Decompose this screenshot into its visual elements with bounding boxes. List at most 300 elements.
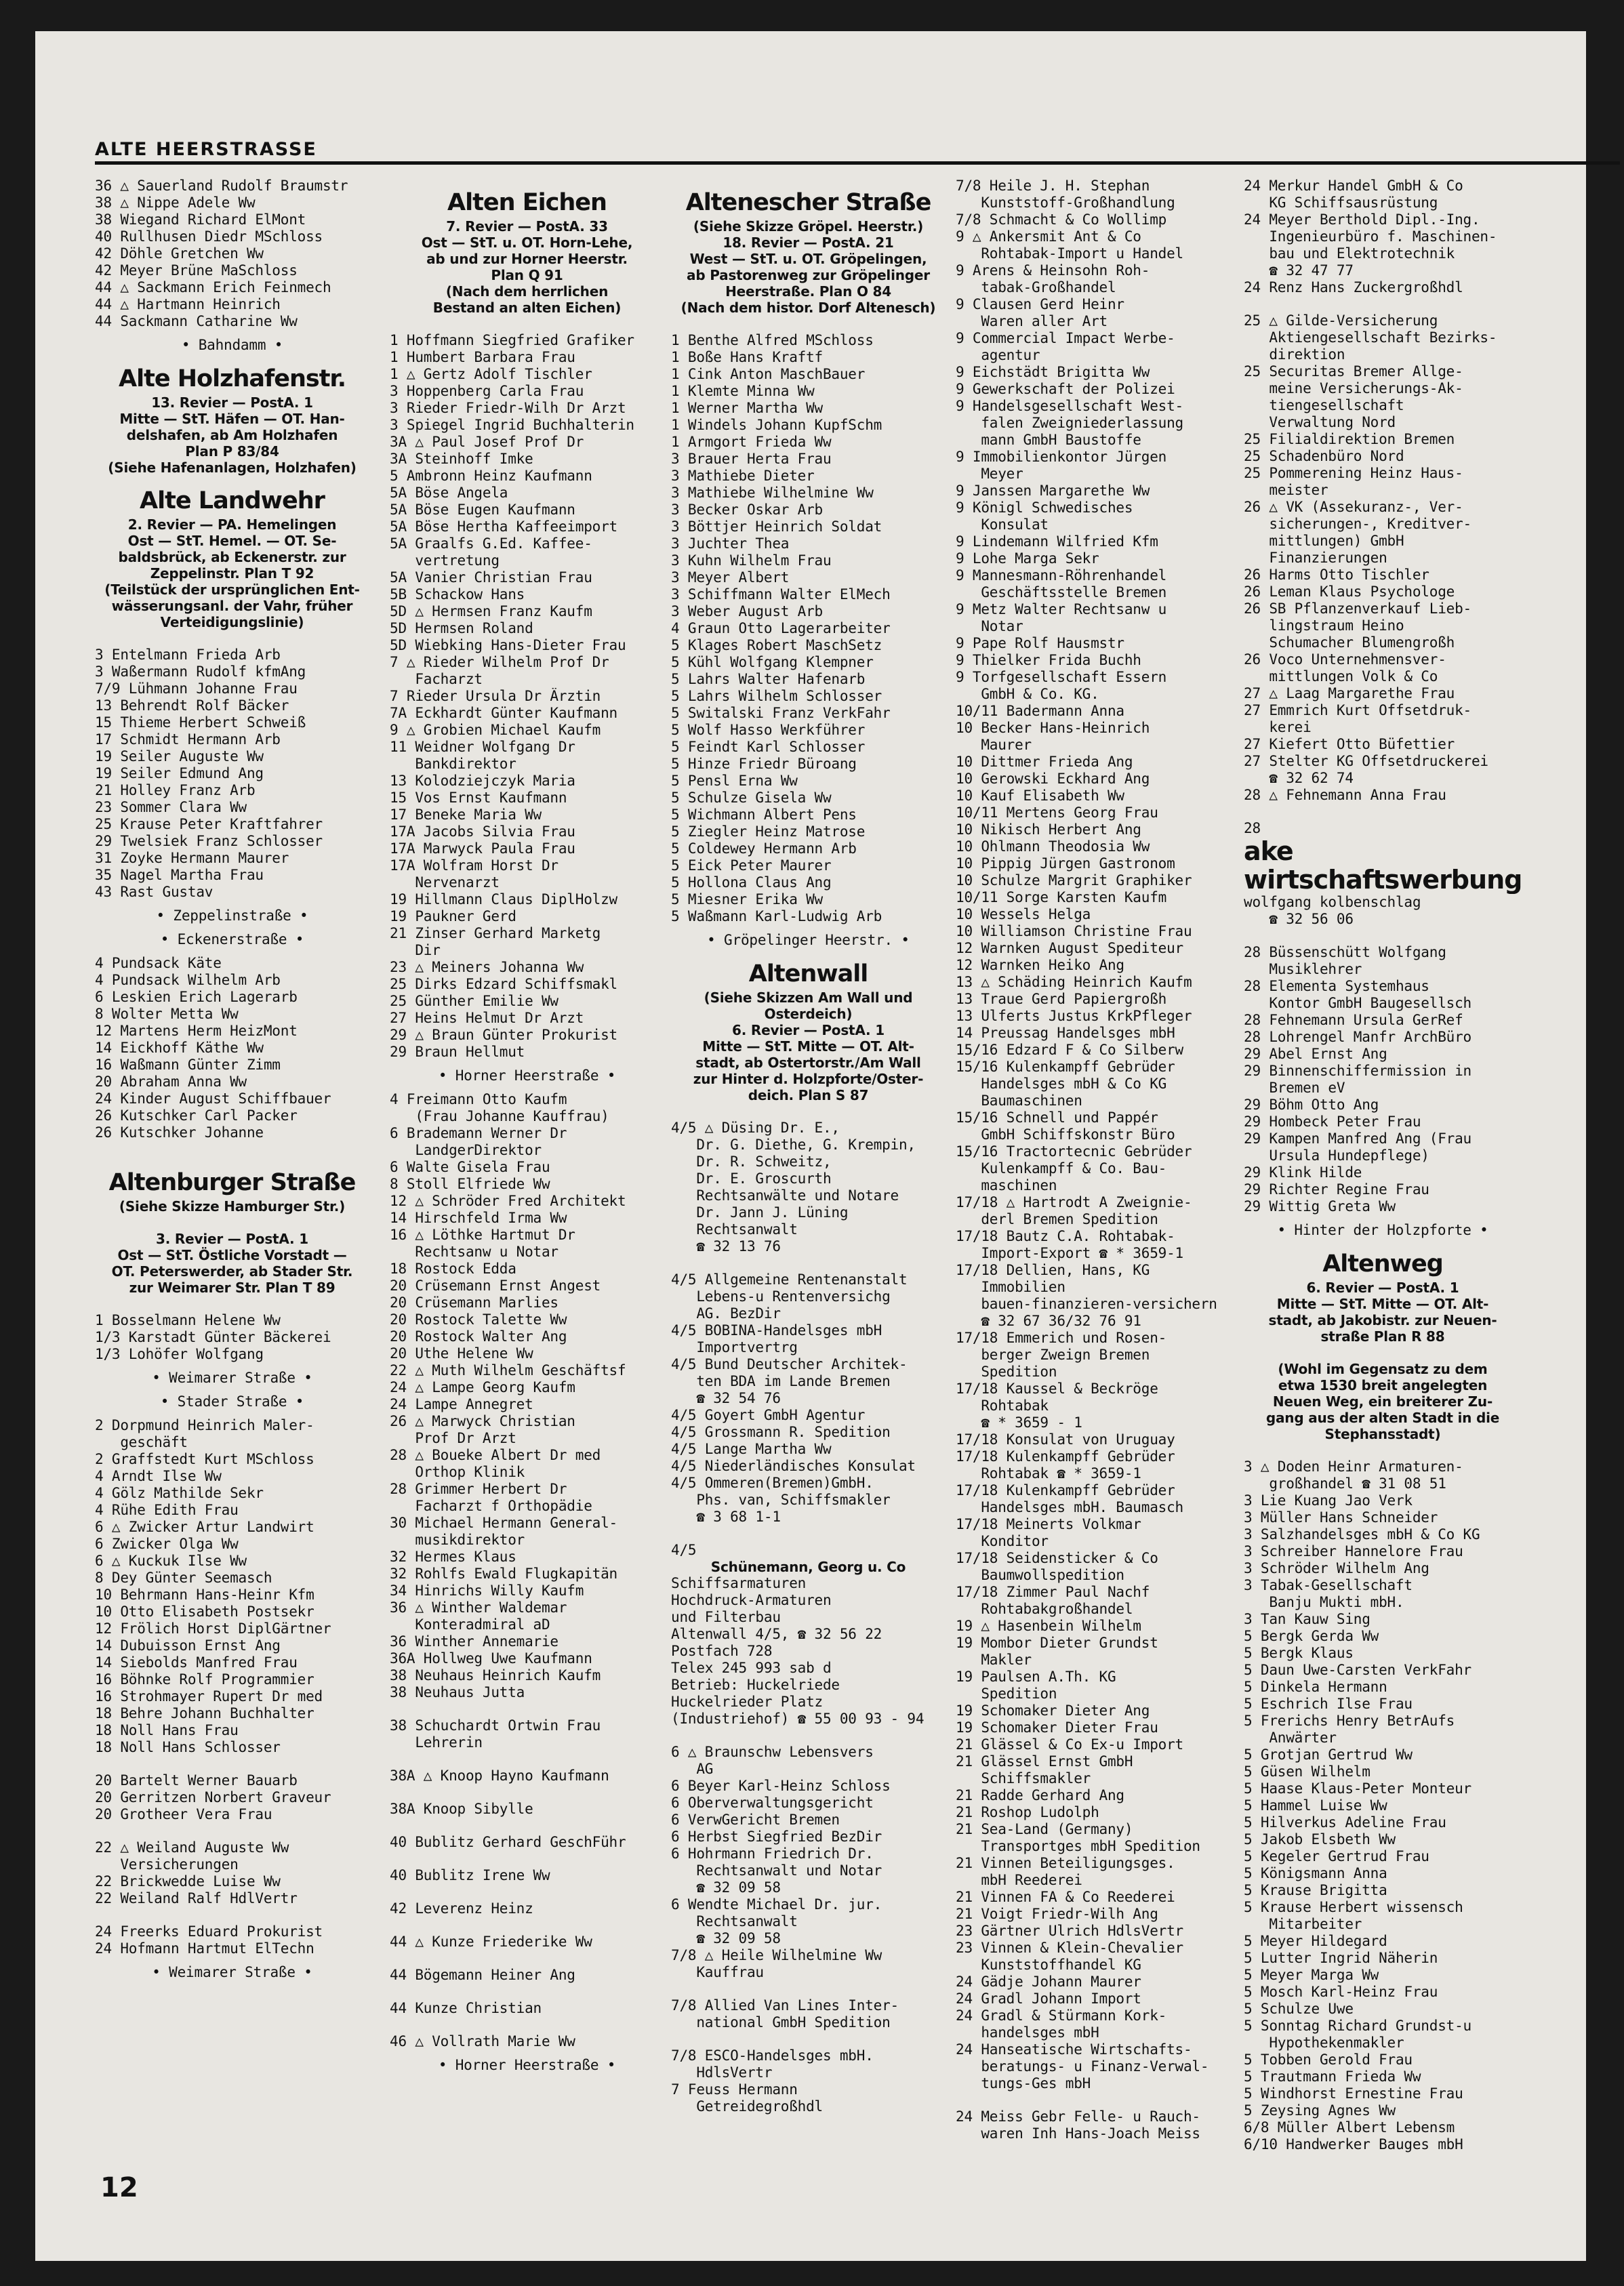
directory-entry: 27 Stelter KG Offsetdruckerei xyxy=(1244,753,1488,769)
directory-entry: 17A Jacobs Silvia Frau xyxy=(390,823,575,840)
directory-entry: 29 Kampen Manfred Ang (Frau xyxy=(1244,1130,1471,1147)
directory-entry: 24 Gädje Johann Maurer xyxy=(956,1974,1141,1990)
directory-entry: 17A Wolfram Horst Dr xyxy=(390,857,559,874)
street-description: gang aus der alten Stadt in die xyxy=(1265,1410,1500,1426)
directory-entry: 38 △ Nippe Adele Ww xyxy=(95,195,256,211)
directory-entry: 24 Freerks Eduard Prokurist xyxy=(95,1923,323,1940)
directory-entry: 32 Hermes Klaus xyxy=(390,1549,516,1565)
directory-entry: 44 △ Kunze Friederike Ww xyxy=(390,1934,592,1950)
directory-entry: Verwaltung Nord xyxy=(1244,414,1396,430)
street-description: zur Weimarer Str. Plan T 89 xyxy=(129,1280,336,1296)
directory-entry: geschäft xyxy=(95,1434,188,1450)
directory-entry: 9 Metz Walter Rechtsanw u xyxy=(956,601,1167,617)
directory-entry: Kauffrau xyxy=(671,1964,764,1980)
directory-entry: 9 Thielker Frida Buchh xyxy=(956,652,1141,668)
street-description: 18. Revier — PostA. 21 xyxy=(723,234,894,251)
directory-entry: 29 △ Braun Günter Prokurist xyxy=(390,1027,617,1043)
directory-entry: 29 Klink Hilde xyxy=(1244,1164,1362,1181)
column-1 xyxy=(95,178,369,1988)
directory-entry: 12 Martens Herm HeizMont xyxy=(95,1023,298,1039)
directory-entry: 5 Bergk Klaus xyxy=(1244,1645,1354,1661)
spacer xyxy=(95,1141,369,1158)
directory-entry: 17/18 Bautz C.A. Rohtabak- xyxy=(956,1228,1175,1244)
directory-entry: 1 Klemte Minna Ww xyxy=(671,383,815,399)
directory-entry: 9 Commercial Impact Werbe- xyxy=(956,330,1175,346)
directory-entry: 40 Bublitz Gerhard GeschFühr xyxy=(390,1834,626,1850)
directory-entry: 14 Dubuisson Ernst Ang xyxy=(95,1637,281,1654)
spacer xyxy=(671,1255,946,1271)
street-description: 6. Revier — PostA. 1 xyxy=(732,1022,885,1038)
directory-entry: 5 Coldewey Hermann Arb xyxy=(671,840,857,857)
directory-entry: 3 Böttjer Heinrich Soldat xyxy=(671,518,882,535)
street-description: zur Hinter d. Holzpforte/Oster- xyxy=(693,1071,924,1087)
directory-entry: 26 Kutschker Carl Packer xyxy=(95,1107,298,1124)
cross-street-marker: • Zeppelinstraße • xyxy=(156,907,308,924)
directory-entry: 20 Uthe Helene Ww xyxy=(390,1345,533,1362)
spacer xyxy=(390,1851,664,1867)
directory-entry: 12 △ Schröder Fred Architekt xyxy=(390,1193,626,1209)
directory-entry: 21 Glässel Ernst GmbH xyxy=(956,1753,1133,1770)
directory-entry: 10 Kauf Elisabeth Ww xyxy=(956,788,1124,804)
directory-entry: 17 Beneke Maria Ww xyxy=(390,807,542,823)
directory-entry: 9 Handelsgesellschaft West- xyxy=(956,398,1183,414)
directory-entry: 5 Ziegler Heinz Matrose xyxy=(671,823,866,840)
directory-entry: Handelsges mbH. Baumasch xyxy=(956,1499,1183,1515)
directory-entry: Rechtsanwälte und Notare xyxy=(671,1187,899,1204)
street-heading: Altenescher Straße xyxy=(685,189,931,216)
spacer xyxy=(390,2017,664,2033)
directory-entry: 5 Eschrich Ilse Frau xyxy=(1244,1696,1413,1712)
directory-entry: 21 Vinnen Beteiligungsges. xyxy=(956,1855,1175,1871)
directory-entry: ☎ * 3659 - 1 xyxy=(956,1414,1082,1431)
advertisement-logo: wirtschaftswerbung xyxy=(1244,865,1522,894)
directory-entry: Kunststoff-Großhandlung xyxy=(956,195,1175,211)
street-description: baldsbrück, ab Eckenerstr. zur xyxy=(118,549,346,565)
directory-entry: 17/18 Dellien, Hans, KG xyxy=(956,1262,1150,1278)
directory-entry: 1 Bosselmann Helene Ww xyxy=(95,1312,281,1328)
directory-entry: 5 Dinkela Hermann xyxy=(1244,1679,1387,1695)
cross-street-marker: • Weimarer Straße • xyxy=(152,1964,312,1980)
directory-entry: 6 △ Zwicker Artur Landwirt xyxy=(95,1519,314,1535)
spacer xyxy=(390,1818,664,1834)
spacer xyxy=(390,1701,664,1717)
directory-entry: 27 Emmrich Kurt Offsetdruk- xyxy=(1244,702,1471,718)
directory-entry: Getreidegroßhdl xyxy=(671,2098,823,2115)
spacer xyxy=(1244,1345,1522,1361)
directory-entry: 7/9 Lühmann Johanne Frau xyxy=(95,680,298,697)
spacer xyxy=(95,1296,369,1312)
directory-entry: Dr. Jann J. Lüning xyxy=(671,1204,849,1221)
directory-entry: 10/11 Sorge Karsten Kaufm xyxy=(956,889,1167,905)
directory-entry: sicherungen-, Kreditver- xyxy=(1244,516,1471,532)
directory-entry: Orthop Klinik xyxy=(390,1464,525,1480)
directory-entry: meister xyxy=(1244,482,1328,498)
directory-entry: Dr. E. Groscurth xyxy=(671,1170,832,1187)
directory-entry: berger Zweign Bremen xyxy=(956,1347,1150,1363)
street-description: OT. Peterswerder, ab Stader Str. xyxy=(111,1263,353,1280)
directory-entry: 5A Böse Eugen Kaufmann xyxy=(390,502,575,518)
street-description: Ost — StT. u. OT. Horn-Lehe, xyxy=(421,234,633,251)
directory-entry: 8 Dey Günter Seemasch xyxy=(95,1570,272,1586)
directory-entry: 26 Leman Klaus Psychologe xyxy=(1244,584,1455,600)
directory-entry: Kontor GmbH Baugesellsch xyxy=(1244,995,1471,1011)
directory-entry: 5 Hollona Claus Ang xyxy=(671,874,832,891)
directory-entry: 6 Herbst Siegfried BezDir xyxy=(671,1829,882,1845)
street-description: (Teilstück der ursprünglichen Ent- xyxy=(104,581,360,598)
spacer xyxy=(1244,804,1522,820)
directory-entry: wolfgang kolbenschlag xyxy=(1244,894,1421,910)
directory-entry: 29 Twelsiek Franz Schlosser xyxy=(95,833,323,849)
directory-entry: 3A △ Paul Josef Prof Dr xyxy=(390,434,584,450)
directory-entry: Rohtabak ☎ * 3659-1 xyxy=(956,1465,1141,1482)
street-description: (Siehe Skizzen Am Wall und xyxy=(704,989,913,1006)
street-description: wässerungsanl. der Vahr, früher xyxy=(111,598,353,614)
directory-entry: 12 Warnken August Spediteur xyxy=(956,940,1183,956)
directory-entry: 20 Crüsemann Marlies xyxy=(390,1294,559,1311)
directory-entry: 20 Gerritzen Norbert Graveur xyxy=(95,1789,331,1805)
directory-entry: bau und Elektrotechnik xyxy=(1244,245,1455,262)
directory-entry: 24 △ Lampe Georg Kaufm xyxy=(390,1379,575,1395)
directory-entry: 17/18 △ Hartrodt A Zweignie- xyxy=(956,1194,1192,1210)
spacer xyxy=(671,1526,946,1542)
directory-entry: 1/3 Lohöfer Wolfgang xyxy=(95,1346,264,1362)
directory-entry: Facharzt f Orthopädie xyxy=(390,1498,592,1514)
spacer xyxy=(671,1103,946,1120)
directory-entry: 22 Brickwedde Luise Ww xyxy=(95,1873,281,1890)
directory-entry: 3 Schröder Wilhelm Ang xyxy=(1244,1560,1429,1576)
spacer xyxy=(1244,928,1522,944)
directory-entry: 27 Kiefert Otto Büfettier xyxy=(1244,736,1455,752)
directory-entry: 10 Nikisch Herbert Ang xyxy=(956,821,1141,838)
directory-entry: 29 Hombeck Peter Frau xyxy=(1244,1114,1421,1130)
directory-entry: 5 Kühl Wolfgang Klempner xyxy=(671,654,874,670)
page-header: ALTE HEERSTRASSE xyxy=(95,139,317,160)
directory-entry: 19 Paulsen A.Th. KG xyxy=(956,1669,1116,1685)
directory-entry: Rohtabakgroßhandel xyxy=(956,1601,1133,1617)
directory-entry: 9 Immobilienkontor Jürgen xyxy=(956,449,1167,465)
directory-entry: 3 Brauer Herta Frau xyxy=(671,451,832,467)
directory-entry: Prof Dr Arzt xyxy=(390,1430,516,1446)
directory-entry: 28 △ Fehnemann Anna Frau xyxy=(1244,787,1446,803)
directory-entry: Immobilien xyxy=(956,1279,1065,1295)
directory-entry: 13 Ulferts Justus KrkPfleger xyxy=(956,1008,1192,1024)
directory-entry: 44 Sackmann Catharine Ww xyxy=(95,313,298,329)
directory-entry: 21 Voigt Friedr-Wilh Ang xyxy=(956,1906,1158,1922)
directory-entry: 40 Bublitz Irene Ww xyxy=(390,1867,550,1883)
page-number: 12 xyxy=(100,2172,138,2203)
directory-entry: 10/11 Badermann Anna xyxy=(956,703,1124,719)
directory-entry: 7/8 Heile J. H. Stephan xyxy=(956,178,1150,194)
directory-entry: 5 Zeysing Agnes Ww xyxy=(1244,2102,1396,2119)
directory-entry: 1 Benthe Alfred MSchloss xyxy=(671,332,874,348)
directory-entry: Handelsges mbH & Co KG xyxy=(956,1076,1167,1092)
directory-entry: Dr. R. Schweitz, xyxy=(671,1154,832,1170)
street-heading: Altenburger Straße xyxy=(108,1169,356,1196)
street-description: Verteidigungslinie) xyxy=(160,614,304,630)
directory-entry: 30 Michael Hermann General- xyxy=(390,1515,617,1531)
directory-entry: 4/5 △ Düsing Dr. E., xyxy=(671,1120,840,1136)
spacer xyxy=(390,1884,664,1900)
directory-entry: 20 Crüsemann Ernst Angest xyxy=(390,1278,601,1294)
directory-entry: 23 Gärtner Ulrich HdlsVertr xyxy=(956,1923,1183,1939)
directory-entry: (Industriehof) ☎ 55 00 93 - 94 xyxy=(671,1711,925,1727)
directory-entry: 36 △ Winther Waldemar xyxy=(390,1599,567,1616)
directory-entry: 28 Fehnemann Ursula GerRef xyxy=(1244,1012,1463,1028)
directory-entry: Konteradmiral aD xyxy=(390,1616,550,1633)
directory-entry: 4/5 Grossmann R. Spedition xyxy=(671,1424,891,1440)
directory-entry: 5D △ Hermsen Franz Kaufm xyxy=(390,603,592,619)
spacer xyxy=(95,630,369,647)
directory-entry: Lebens-u Rentenversichg xyxy=(671,1288,891,1305)
directory-entry: 36 Winther Annemarie xyxy=(390,1633,559,1650)
directory-entry: 14 Eickhoff Käthe Ww xyxy=(95,1040,264,1056)
directory-entry: 3 Becker Oskar Arb xyxy=(671,502,823,518)
street-description: Mitte — StT. Mitte — OT. Alt- xyxy=(702,1038,914,1055)
cross-street-marker: • Bahndamm • xyxy=(181,337,283,353)
directory-entry: 25 △ Gilde-Versicherung xyxy=(1244,312,1438,329)
directory-entry: 4/5 Lange Martha Ww xyxy=(671,1441,832,1457)
directory-entry: 4 Freimann Otto Kaufm xyxy=(390,1091,567,1107)
directory-entry: Konsulat xyxy=(956,516,1049,533)
directory-entry: mann GmbH Baustoffe xyxy=(956,432,1141,448)
directory-entry: 5 Miesner Erika Ww xyxy=(671,891,823,907)
column-2 xyxy=(390,178,664,2081)
directory-entry: 7/8 Schmacht & Co Wollimp xyxy=(956,211,1167,228)
directory-entry: 3 Tan Kauw Sing xyxy=(1244,1611,1371,1627)
directory-entry: tiengesellschaft xyxy=(1244,397,1404,413)
directory-entry: 6 Oberverwaltungsgericht xyxy=(671,1795,874,1811)
directory-entry: 10 Dittmer Frieda Ang xyxy=(956,754,1133,770)
directory-entry: 1 Humbert Barbara Frau xyxy=(390,349,575,365)
directory-entry: 9 Clausen Gerd Heinr xyxy=(956,296,1124,312)
directory-entry: Hochdruck-Armaturen xyxy=(671,1592,832,1608)
directory-entry: 5 Frerichs Henry BetrAufs xyxy=(1244,1713,1455,1729)
directory-entry: 17/18 Seidensticker & Co xyxy=(956,1550,1158,1566)
directory-entry: Rechtsanw u Notar xyxy=(390,1244,559,1260)
directory-entry: 32 Rohlfs Ewald Flugkapitän xyxy=(390,1566,617,1582)
directory-entry: 21 Zinser Gerhard Marketg xyxy=(390,925,601,941)
directory-entry: 10 Wessels Helga xyxy=(956,906,1091,922)
directory-entry: 2 Dorpmund Heinrich Maler- xyxy=(95,1417,314,1433)
directory-entry: 5 Pensl Erna Ww xyxy=(671,773,798,789)
directory-entry: 6 Brademann Werner Dr xyxy=(390,1125,567,1141)
directory-entry: 29 Binnenschiffermission in xyxy=(1244,1063,1471,1079)
street-description: straße Plan R 88 xyxy=(1320,1328,1445,1345)
directory-entry: 4/5 Goyert GmbH Agentur xyxy=(671,1407,866,1423)
directory-entry: 5A Vanier Christian Frau xyxy=(390,569,592,586)
directory-entry: Schiffsmakler xyxy=(956,1770,1091,1787)
directory-entry: ☎ 32 13 76 xyxy=(671,1238,781,1254)
directory-entry: 5 Krause Brigitta xyxy=(1244,1882,1387,1898)
directory-entry: 19 Seiler Auguste Ww xyxy=(95,748,264,764)
directory-entry: 38 Neuhaus Heinrich Kaufm xyxy=(390,1667,601,1683)
directory-entry: 3 Mathiebe Dieter xyxy=(671,468,815,484)
directory-entry: 10 Otto Elisabeth Postsekr xyxy=(95,1604,314,1620)
street-heading: Altenweg xyxy=(1322,1250,1443,1278)
directory-entry: 5 Tobben Gerold Frau xyxy=(1244,2052,1413,2068)
directory-entry: Dir xyxy=(390,942,441,958)
street-description: Zeppelinstr. Plan T 92 xyxy=(150,565,314,581)
spacer xyxy=(671,316,946,332)
directory-entry: 35 Nagel Martha Frau xyxy=(95,867,264,883)
directory-entry: 5 Hinze Friedr Büroang xyxy=(671,756,857,772)
street-description: Neuen Weg, ein breiterer Zu- xyxy=(1272,1393,1493,1410)
directory-entry: 5 Schulze Gisela Ww xyxy=(671,790,832,806)
directory-entry: 5A Böse Angela xyxy=(390,485,508,501)
directory-entry: 5 Sonntag Richard Grundst-u xyxy=(1244,2018,1471,2034)
directory-entry: ten BDA im Lande Bremen xyxy=(671,1373,891,1389)
directory-entry: 6 Leskien Erich Lagerarb xyxy=(95,989,298,1005)
directory-entry: 29 Richter Regine Frau xyxy=(1244,1181,1429,1198)
street-description: Mitte — StT. Mitte — OT. Alt- xyxy=(1276,1296,1489,1312)
directory-entry: 12 Frölich Horst DiplGärtner xyxy=(95,1620,331,1637)
directory-entry: 31 Zoyke Hermann Maurer xyxy=(95,850,289,866)
directory-entry: 5 Windhorst Ernestine Frau xyxy=(1244,2085,1463,2102)
directory-entry: 3 Meyer Albert xyxy=(671,569,790,586)
directory-entry: 28 Grimmer Herbert Dr xyxy=(390,1481,567,1497)
directory-entry: 21 Roshop Ludolph xyxy=(956,1804,1099,1820)
directory-entry: tungs-Ges mbH xyxy=(956,2075,1091,2091)
street-description: stadt, ab Jakobistr. zur Neuen- xyxy=(1268,1312,1497,1328)
directory-entry: 12 Warnken Heiko Ang xyxy=(956,957,1124,973)
directory-entry: großhandel ☎ 31 08 51 xyxy=(1244,1475,1446,1492)
directory-entry: national GmbH Spedition xyxy=(671,2014,891,2030)
directory-entry: 19 Schomaker Dieter Ang xyxy=(956,1702,1150,1719)
directory-entry: Rohtabak-Import u Handel xyxy=(956,245,1183,262)
directory-entry: 40 Rullhusen Diedr MSchloss xyxy=(95,228,323,245)
directory-entry: 5 Schulze Uwe xyxy=(1244,2001,1354,2017)
directory-entry: 4/5 Niederländisches Konsulat xyxy=(671,1458,916,1474)
directory-entry: bauen-finanzieren-versichern xyxy=(956,1296,1217,1312)
street-description: Plan Q 91 xyxy=(491,267,563,283)
directory-entry: 44 Kunze Christian xyxy=(390,2000,542,2016)
directory-entry: Finanzierungen xyxy=(1244,550,1387,566)
spacer xyxy=(390,1751,664,1768)
directory-entry: 43 Rast Gustav xyxy=(95,884,214,900)
directory-entry: 13 Kolodziejczyk Maria xyxy=(390,773,575,789)
directory-entry: 1 Armgort Frieda Ww xyxy=(671,434,832,450)
directory-entry: waren Inh Hans-Joach Meiss xyxy=(956,2125,1200,2142)
directory-entry: 21 Radde Gerhard Ang xyxy=(956,1787,1124,1803)
directory-entry: GmbH Schiffskonstr Büro xyxy=(956,1126,1175,1143)
directory-entry: 5 Lutter Ingrid Näherin xyxy=(1244,1950,1438,1966)
directory-entry: 27 △ Laag Margarethe Frau xyxy=(1244,685,1455,701)
directory-entry: 7/8 Allied Van Lines Inter- xyxy=(671,1997,899,2014)
directory-entry: lingstraum Heino xyxy=(1244,617,1404,634)
directory-entry: 4/5 Ommeren(Bremen)GmbH. xyxy=(671,1475,874,1491)
directory-entry: 18 Noll Hans Frau xyxy=(95,1722,239,1738)
directory-entry: 44 △ Hartmann Heinrich xyxy=(95,296,281,312)
directory-entry: AG xyxy=(671,1761,714,1777)
street-heading: Alte Holzhafenstr. xyxy=(119,365,346,392)
directory-entry: 5 Lahrs Walter Hafenarb xyxy=(671,671,866,687)
directory-entry: 15 Thieme Herbert Schweiß xyxy=(95,714,306,731)
directory-entry: 22 △ Weiland Auguste Ww xyxy=(95,1839,289,1856)
directory-entry: 25 Günther Emilie Ww xyxy=(390,993,559,1009)
directory-entry: 17A Marwyck Paula Frau xyxy=(390,840,575,857)
directory-entry: 15/16 Edzard F & Co Silberw xyxy=(956,1042,1183,1058)
directory-entry: 15/16 Tractortecnic Gebrüder xyxy=(956,1143,1192,1160)
directory-entry: 5 Kegeler Gertrud Frau xyxy=(1244,1848,1429,1864)
directory-entry: 6 △ Kuckuk Ilse Ww xyxy=(95,1553,247,1569)
directory-entry: 9 Mannesmann-Röhrenhandel xyxy=(956,567,1167,584)
directory-entry: 8 Stoll Elfriede Ww xyxy=(390,1176,550,1192)
directory-entry: 24 Gradl & Stürmann Kork- xyxy=(956,2007,1167,2024)
directory-entry: 9 Lindemann Wilfried Kfm xyxy=(956,533,1158,550)
directory-entry: 20 Bartelt Werner Bauarb xyxy=(95,1772,298,1789)
directory-entry: 5 Feindt Karl Schlosser xyxy=(671,739,866,755)
directory-entry: 10 Ohlmann Theodosia Ww xyxy=(956,838,1150,855)
directory-entry: Ingenieurbüro f. Maschinen- xyxy=(1244,228,1497,245)
directory-entry: 24 Hofmann Hartmut ElTechn xyxy=(95,1940,314,1957)
directory-entry: ☎ 32 67 36/32 76 91 xyxy=(956,1313,1141,1329)
directory-entry: 3 Mathiebe Wilhelmine Ww xyxy=(671,485,874,501)
directory-entry: 28 xyxy=(1244,820,1261,836)
spacer xyxy=(95,1907,369,1923)
street-description: (Wohl im Gegensatz zu dem xyxy=(1278,1361,1488,1377)
directory-entry: 17/18 Kaussel & Beckröge xyxy=(956,1381,1158,1397)
directory-entry: Schiffsarmaturen xyxy=(671,1575,807,1591)
directory-entry: 22 △ Muth Wilhelm Geschäftsf xyxy=(390,1362,626,1379)
directory-entry: Altenwall 4/5, ☎ 32 56 22 xyxy=(671,1626,882,1642)
directory-entry: Geschäftsstelle Bremen xyxy=(956,584,1167,600)
directory-entry: 5 Lahrs Wilhelm Schlosser xyxy=(671,688,882,704)
directory-entry: 14 Siebolds Manfred Frau xyxy=(95,1654,298,1671)
street-description: (Siehe Skizze Gröpel. Heerstr.) xyxy=(693,218,924,234)
directory-entry: 5 Mosch Karl-Heinz Frau xyxy=(1244,1984,1438,2000)
directory-entry: Kulenkampff & Co. Bau- xyxy=(956,1160,1167,1177)
directory-entry: 4/5 BOBINA-Handelsges mbH xyxy=(671,1322,882,1339)
directory-entry: 19 Schomaker Dieter Frau xyxy=(956,1719,1158,1736)
directory-entry: 8 Wolter Metta Ww xyxy=(95,1006,239,1022)
directory-entry: 9 △ Grobien Michael Kaufm xyxy=(390,722,601,738)
directory-entry: 5 Ambronn Heinz Kaufmann xyxy=(390,468,592,484)
directory-entry: 17/18 Emmerich und Rosen- xyxy=(956,1330,1167,1346)
street-description: ab Pastorenweg zur Gröpelinger xyxy=(687,267,930,283)
directory-entry: 5 Jakob Elsbeth Ww xyxy=(1244,1831,1396,1848)
street-description: 2. Revier — PA. Hemelingen xyxy=(127,516,337,533)
directory-entry: 6 VerwGericht Bremen xyxy=(671,1812,840,1828)
directory-entry: 13 △ Schäding Heinrich Kaufm xyxy=(956,974,1192,990)
directory-entry: Bankdirektor xyxy=(390,756,516,772)
directory-entry: Aktiengesellschaft Bezirks- xyxy=(1244,329,1497,346)
street-description: 6. Revier — PostA. 1 xyxy=(1306,1280,1459,1296)
street-description: (Siehe Skizze Hamburger Str.) xyxy=(119,1198,346,1215)
directory-entry: ☎ 32 56 06 xyxy=(1244,911,1354,927)
directory-entry: 20 Rostock Walter Ang xyxy=(390,1328,567,1345)
directory-entry: 3 Kuhn Wilhelm Frau xyxy=(671,552,832,569)
column-3 xyxy=(671,178,946,2115)
directory-entry: 17/18 Konsulat von Uruguay xyxy=(956,1431,1175,1448)
directory-entry: 16 Waßmann Günter Zimm xyxy=(95,1057,281,1073)
directory-entry: 17/18 Kulenkampff Gebrüder xyxy=(956,1482,1175,1498)
directory-entry: Facharzt xyxy=(390,671,483,687)
cross-street-marker: • Horner Heerstraße • xyxy=(438,1067,616,1084)
directory-entry: 3 Rieder Friedr-Wilh Dr Arzt xyxy=(390,400,626,416)
directory-entry: Postfach 728 xyxy=(671,1643,773,1659)
directory-entry: 3 △ Doden Heinr Armaturen- xyxy=(1244,1458,1463,1475)
directory-entry: Lehrerin xyxy=(390,1734,483,1751)
directory-entry: KG Schiffsausrüstung xyxy=(1244,195,1438,211)
directory-entry: Waren aller Art xyxy=(956,313,1108,329)
directory-entry: 7A Eckhardt Günter Kaufmann xyxy=(390,705,617,721)
directory-entry: 20 Rostock Talette Ww xyxy=(390,1311,567,1328)
directory-entry: Anwärter xyxy=(1244,1730,1337,1746)
cross-street-marker: • Horner Heerstraße • xyxy=(438,2057,616,2073)
directory-entry: 28 Büssenschütt Wolfgang xyxy=(1244,944,1446,960)
directory-entry: 5 Krause Herbert wissensch xyxy=(1244,1899,1463,1915)
directory-entry: 5A Graalfs G.Ed. Kaffee- xyxy=(390,535,592,552)
